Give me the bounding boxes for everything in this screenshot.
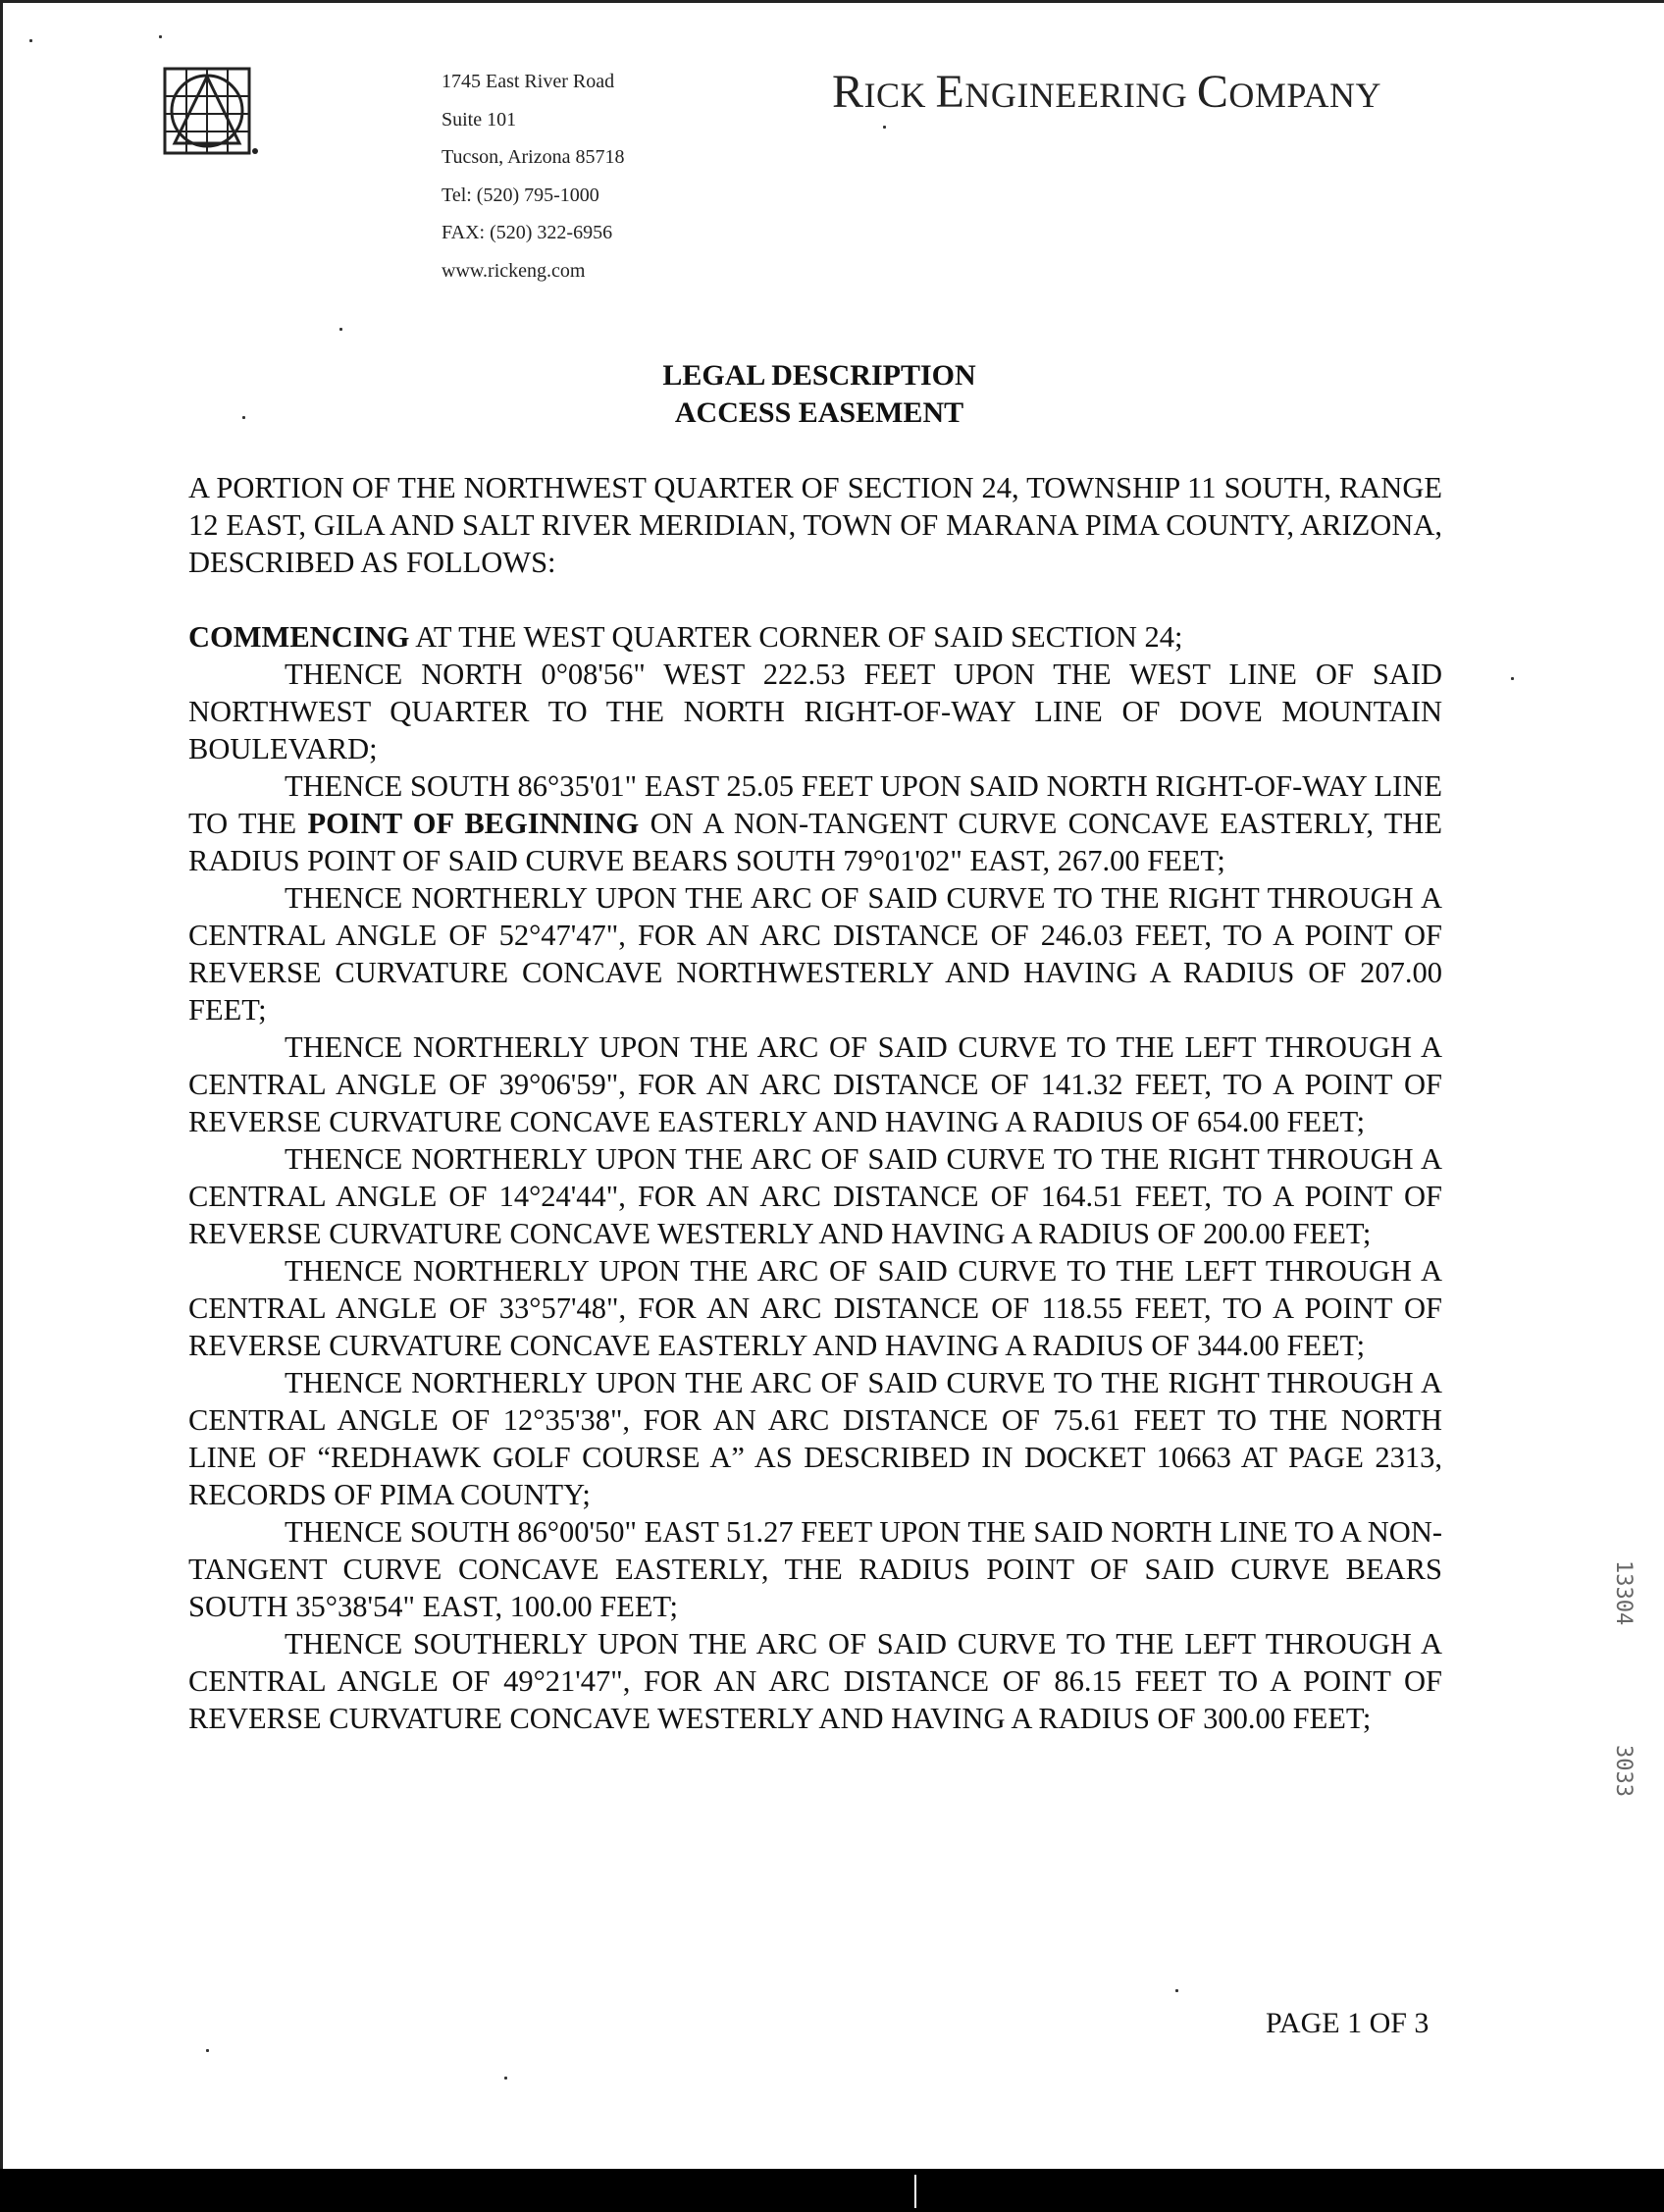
company-name-part: C <box>1196 66 1229 118</box>
scan-speck <box>504 2077 507 2080</box>
recording-stamp <box>1589 1560 1636 1884</box>
course-text: ON A NON-TANGENT CURVE CONCAVE EASTERLY, THE RADIUS POINT OF SAID CURVE BEARS SOUTH 79°01'02" EAST, 267.00 FEET; <box>188 807 1443 877</box>
course-paragraph: THENCE NORTH 0°08'56" WEST 222.53 FEET UPON THE WEST LINE OF SAID NORTHWEST QUARTER TO THE NORTH RIGHT-OF-WAY LINE OF DOVE MOUNTAIN BOULEVARD; <box>188 658 1442 765</box>
company-name-part: R <box>832 66 864 118</box>
course-paragraph: THENCE NORTHERLY UPON THE ARC OF SAID CURVE TO THE LEFT THROUGH A CENTRAL ANGLE OF 33°57'48", FOR AN ARC DISTANCE OF 118.55 FEET, TO A POINT OF REVERSE CURVATURE CONCAVE EASTERLY AND HAVING A RADIUS OF 344.00 FEET; <box>188 1254 1442 1362</box>
course-paragraph: THENCE NORTHERLY UPON THE ARC OF SAID CURVE TO THE LEFT THROUGH A CENTRAL ANGLE OF 39°06'59", FOR AN ARC DISTANCE OF 141.32 FEET, TO A POINT OF REVERSE CURVATURE CONCAVE EASTERLY AND HAVING A RADIUS OF 654.00 FEET; <box>188 1030 1442 1138</box>
course-paragraph: THENCE NORTHERLY UPON THE ARC OF SAID CURVE TO THE RIGHT THROUGH A CENTRAL ANGLE OF 12°35'38", FOR AN ARC DISTANCE OF 75.61 FEET TO THE NORTH LINE OF “REDHAWK GOLF COURSE A” AS DESCRIBED IN DOCKET 10663 AT PAGE 2313, RECORDS OF PIMA COUNTY; <box>188 1366 1442 1511</box>
course-paragraph: THENCE NORTHERLY UPON THE ARC OF SAID CURVE TO THE RIGHT THROUGH A CENTRAL ANGLE OF 52°47'47", FOR AN ARC DISTANCE OF 246.03 FEET, TO A POINT OF REVERSE CURVATURE CONCAVE NORTHWESTERLY AND HAVING A RADIUS OF 207.00 FEET; <box>188 881 1442 1027</box>
company-address <box>442 63 624 290</box>
company-name <box>832 65 1381 119</box>
website-line: www.rickeng.com <box>442 259 586 282</box>
commencing-label: COMMENCING <box>188 620 410 654</box>
scan-speck <box>1175 1989 1178 1992</box>
course-paragraph: THENCE NORTHERLY UPON THE ARC OF SAID CURVE TO THE RIGHT THROUGH A CENTRAL ANGLE OF 14°24'44", FOR AN ARC DISTANCE OF 164.51 FEET, TO A POINT OF REVERSE CURVATURE CONCAVE WESTERLY AND HAVING A RADIUS OF 200.00 FEET; <box>188 1142 1442 1250</box>
fax-line: FAX: (520) 322-6956 <box>442 222 613 243</box>
scan-speck <box>883 126 886 129</box>
address-line: Suite 101 <box>442 108 517 131</box>
course-paragraph: THENCE SOUTH 86°00'50" EAST 51.27 FEET UPON THE SAID NORTH LINE TO A NON-TANGENT CURVE CONCAVE EASTERLY, THE RADIUS POINT OF SAID CURVE BEARS SOUTH 35°38'54" EAST, 100.00 FEET; <box>188 1515 1442 1623</box>
address-line: Tucson, Arizona 85718 <box>442 146 625 168</box>
stamp-page-number: 3033 <box>1611 1745 1636 1797</box>
company-logo-icon <box>163 67 261 161</box>
scan-speck <box>339 328 342 331</box>
scan-speck <box>159 35 162 38</box>
course-paragraph: THENCE SOUTHERLY UPON THE ARC OF SAID CURVE TO THE LEFT THROUGH A CENTRAL ANGLE OF 49°21'47", FOR AN ARC DISTANCE OF 86.15 FEET TO A POINT OF REVERSE CURVATURE CONCAVE WESTERLY AND HAVING A RADIUS OF 300.00 FEET; <box>188 1627 1442 1735</box>
company-name-part: ICK <box>863 76 936 115</box>
stamp-docket-number: 13304 <box>1611 1560 1636 1626</box>
scan-speck <box>206 2049 209 2052</box>
legal-description-body <box>188 469 1442 1737</box>
document-subtitle: ACCESS EASEMENT <box>674 396 964 429</box>
company-name-part: E <box>935 66 965 118</box>
scan-edge-left <box>0 0 3 2169</box>
point-of-beginning-label: POINT OF BEGINNING <box>307 807 640 840</box>
address-line: 1745 East River Road <box>442 71 615 92</box>
document-title: LEGAL DESCRIPTION <box>662 359 976 392</box>
commencing-paragraph <box>188 618 1442 656</box>
scan-speck <box>29 39 32 42</box>
page-number: PAGE 1 OF 3 <box>1266 2007 1430 2039</box>
phone-line: Tel: (520) 795-1000 <box>442 184 599 206</box>
company-name-part: NGINEERING <box>964 76 1197 115</box>
scan-edge-mark <box>914 2175 916 2208</box>
course-text: THENCE SOUTH 86°35'01" EAST 25.05 FEET UPON SAID NORTH RIGHT-OF-WAY LINE TO THE <box>188 769 1442 840</box>
company-name-part: OMPANY <box>1228 76 1382 115</box>
scan-speck <box>1511 677 1514 680</box>
course-paragraph <box>188 767 1442 879</box>
scan-edge-bottom <box>0 2169 1664 2212</box>
scan-edge-top <box>0 0 1664 3</box>
intro-paragraph: A PORTION OF THE NORTHWEST QUARTER OF SECTION 24, TOWNSHIP 11 SOUTH, RANGE 12 EAST, GILA AND SALT RIVER MERIDIAN, TOWN OF MARANA PIMA COUNTY, ARIZONA, DESCRIBED AS FOLLOWS: <box>188 471 1442 579</box>
commencing-text: AT THE WEST QUARTER CORNER OF SAID SECTION 24; <box>409 620 1183 654</box>
